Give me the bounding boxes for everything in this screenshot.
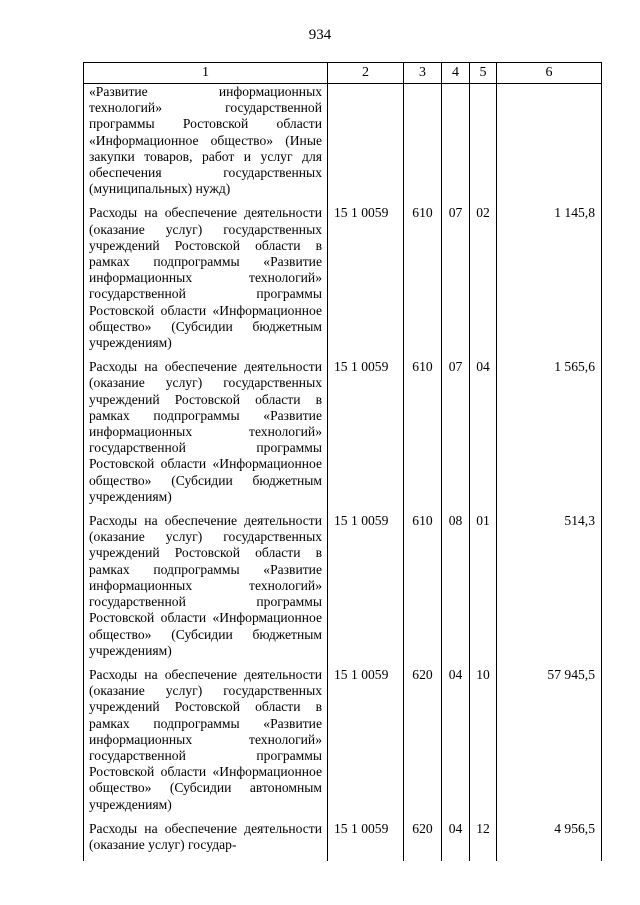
row-section: 08 bbox=[442, 513, 470, 667]
row-expense-type: 620 bbox=[404, 667, 442, 821]
row-subsection: 01 bbox=[470, 513, 497, 667]
row-description: «Развитие информационных технологий» государственной программы Ростовской области «Информационное общество» (Иные закупки товаров, работ и услуг для обеспечения государственных (муниципальных) нужд) bbox=[84, 84, 328, 206]
row-target-code: 15 1 0059 bbox=[328, 205, 404, 359]
row-target-code: 15 1 0059 bbox=[328, 513, 404, 667]
row-amount: 1 145,8 bbox=[497, 205, 602, 359]
column-number-row bbox=[84, 63, 602, 84]
row-expense-type: 610 bbox=[404, 205, 442, 359]
row-amount bbox=[497, 84, 602, 206]
row-expense-type: 610 bbox=[404, 513, 442, 667]
row-target-code bbox=[328, 84, 404, 206]
table-row bbox=[84, 513, 602, 667]
row-expense-type: 620 bbox=[404, 821, 442, 861]
row-subsection: 04 bbox=[470, 359, 497, 513]
page-number: 934 bbox=[308, 27, 332, 43]
row-description: Расходы на обеспечение деятельности (оказание услуг) государ- bbox=[84, 821, 328, 861]
row-section: 04 bbox=[442, 667, 470, 821]
column-header: 5 bbox=[470, 63, 497, 84]
row-subsection bbox=[470, 84, 497, 206]
table-body bbox=[84, 84, 602, 862]
row-description: Расходы на обеспечение деятельности (оказание услуг) государственных учреждений Ростовской области в рамках подпрограммы «Развитие информационных технологий» государственной программы Ростовской области «Информационное общество» (Субсидии бюджетным учреждениям) bbox=[84, 359, 328, 513]
column-header: 1 bbox=[84, 63, 328, 84]
row-description: Расходы на обеспечение деятельности (оказание услуг) государственных учреждений Ростовской области в рамках подпрограммы «Развитие информационных технологий» государственной программы Ростовской области «Информационное общество» (Субсидии бюджетным учреждениям) bbox=[84, 513, 328, 667]
table-row bbox=[84, 205, 602, 359]
column-header: 2 bbox=[328, 63, 404, 84]
row-description: Расходы на обеспечение деятельности (оказание услуг) государственных учреждений Ростовской области в рамках подпрограммы «Развитие информационных технологий» государственной программы Ростовской области «Информационное общество» (Субсидии автономным учреждениям) bbox=[84, 667, 328, 821]
row-subsection: 02 bbox=[470, 205, 497, 359]
row-section: 04 bbox=[442, 821, 470, 861]
row-subsection: 10 bbox=[470, 667, 497, 821]
row-expense-type: 610 bbox=[404, 359, 442, 513]
row-section bbox=[442, 84, 470, 206]
budget-table bbox=[83, 62, 602, 861]
table-row bbox=[84, 821, 602, 861]
column-header: 3 bbox=[404, 63, 442, 84]
row-section: 07 bbox=[442, 205, 470, 359]
column-header: 6 bbox=[497, 63, 602, 84]
column-header: 4 bbox=[442, 63, 470, 84]
row-target-code: 15 1 0059 bbox=[328, 821, 404, 861]
row-target-code: 15 1 0059 bbox=[328, 359, 404, 513]
row-amount: 57 945,5 bbox=[497, 667, 602, 821]
table-header bbox=[84, 63, 602, 84]
table-row-continuation bbox=[84, 84, 602, 206]
row-subsection: 12 bbox=[470, 821, 497, 861]
row-amount: 514,3 bbox=[497, 513, 602, 667]
row-amount: 1 565,6 bbox=[497, 359, 602, 513]
table-row bbox=[84, 667, 602, 821]
row-description: Расходы на обеспечение деятельности (оказание услуг) государственных учреждений Ростовской области в рамках подпрограммы «Развитие информационных технологий» государственной программы Ростовской области «Информационное общество» (Субсидии бюджетным учреждениям) bbox=[84, 205, 328, 359]
table-row bbox=[84, 359, 602, 513]
row-expense-type bbox=[404, 84, 442, 206]
row-target-code: 15 1 0059 bbox=[328, 667, 404, 821]
row-section: 07 bbox=[442, 359, 470, 513]
row-amount: 4 956,5 bbox=[497, 821, 602, 861]
